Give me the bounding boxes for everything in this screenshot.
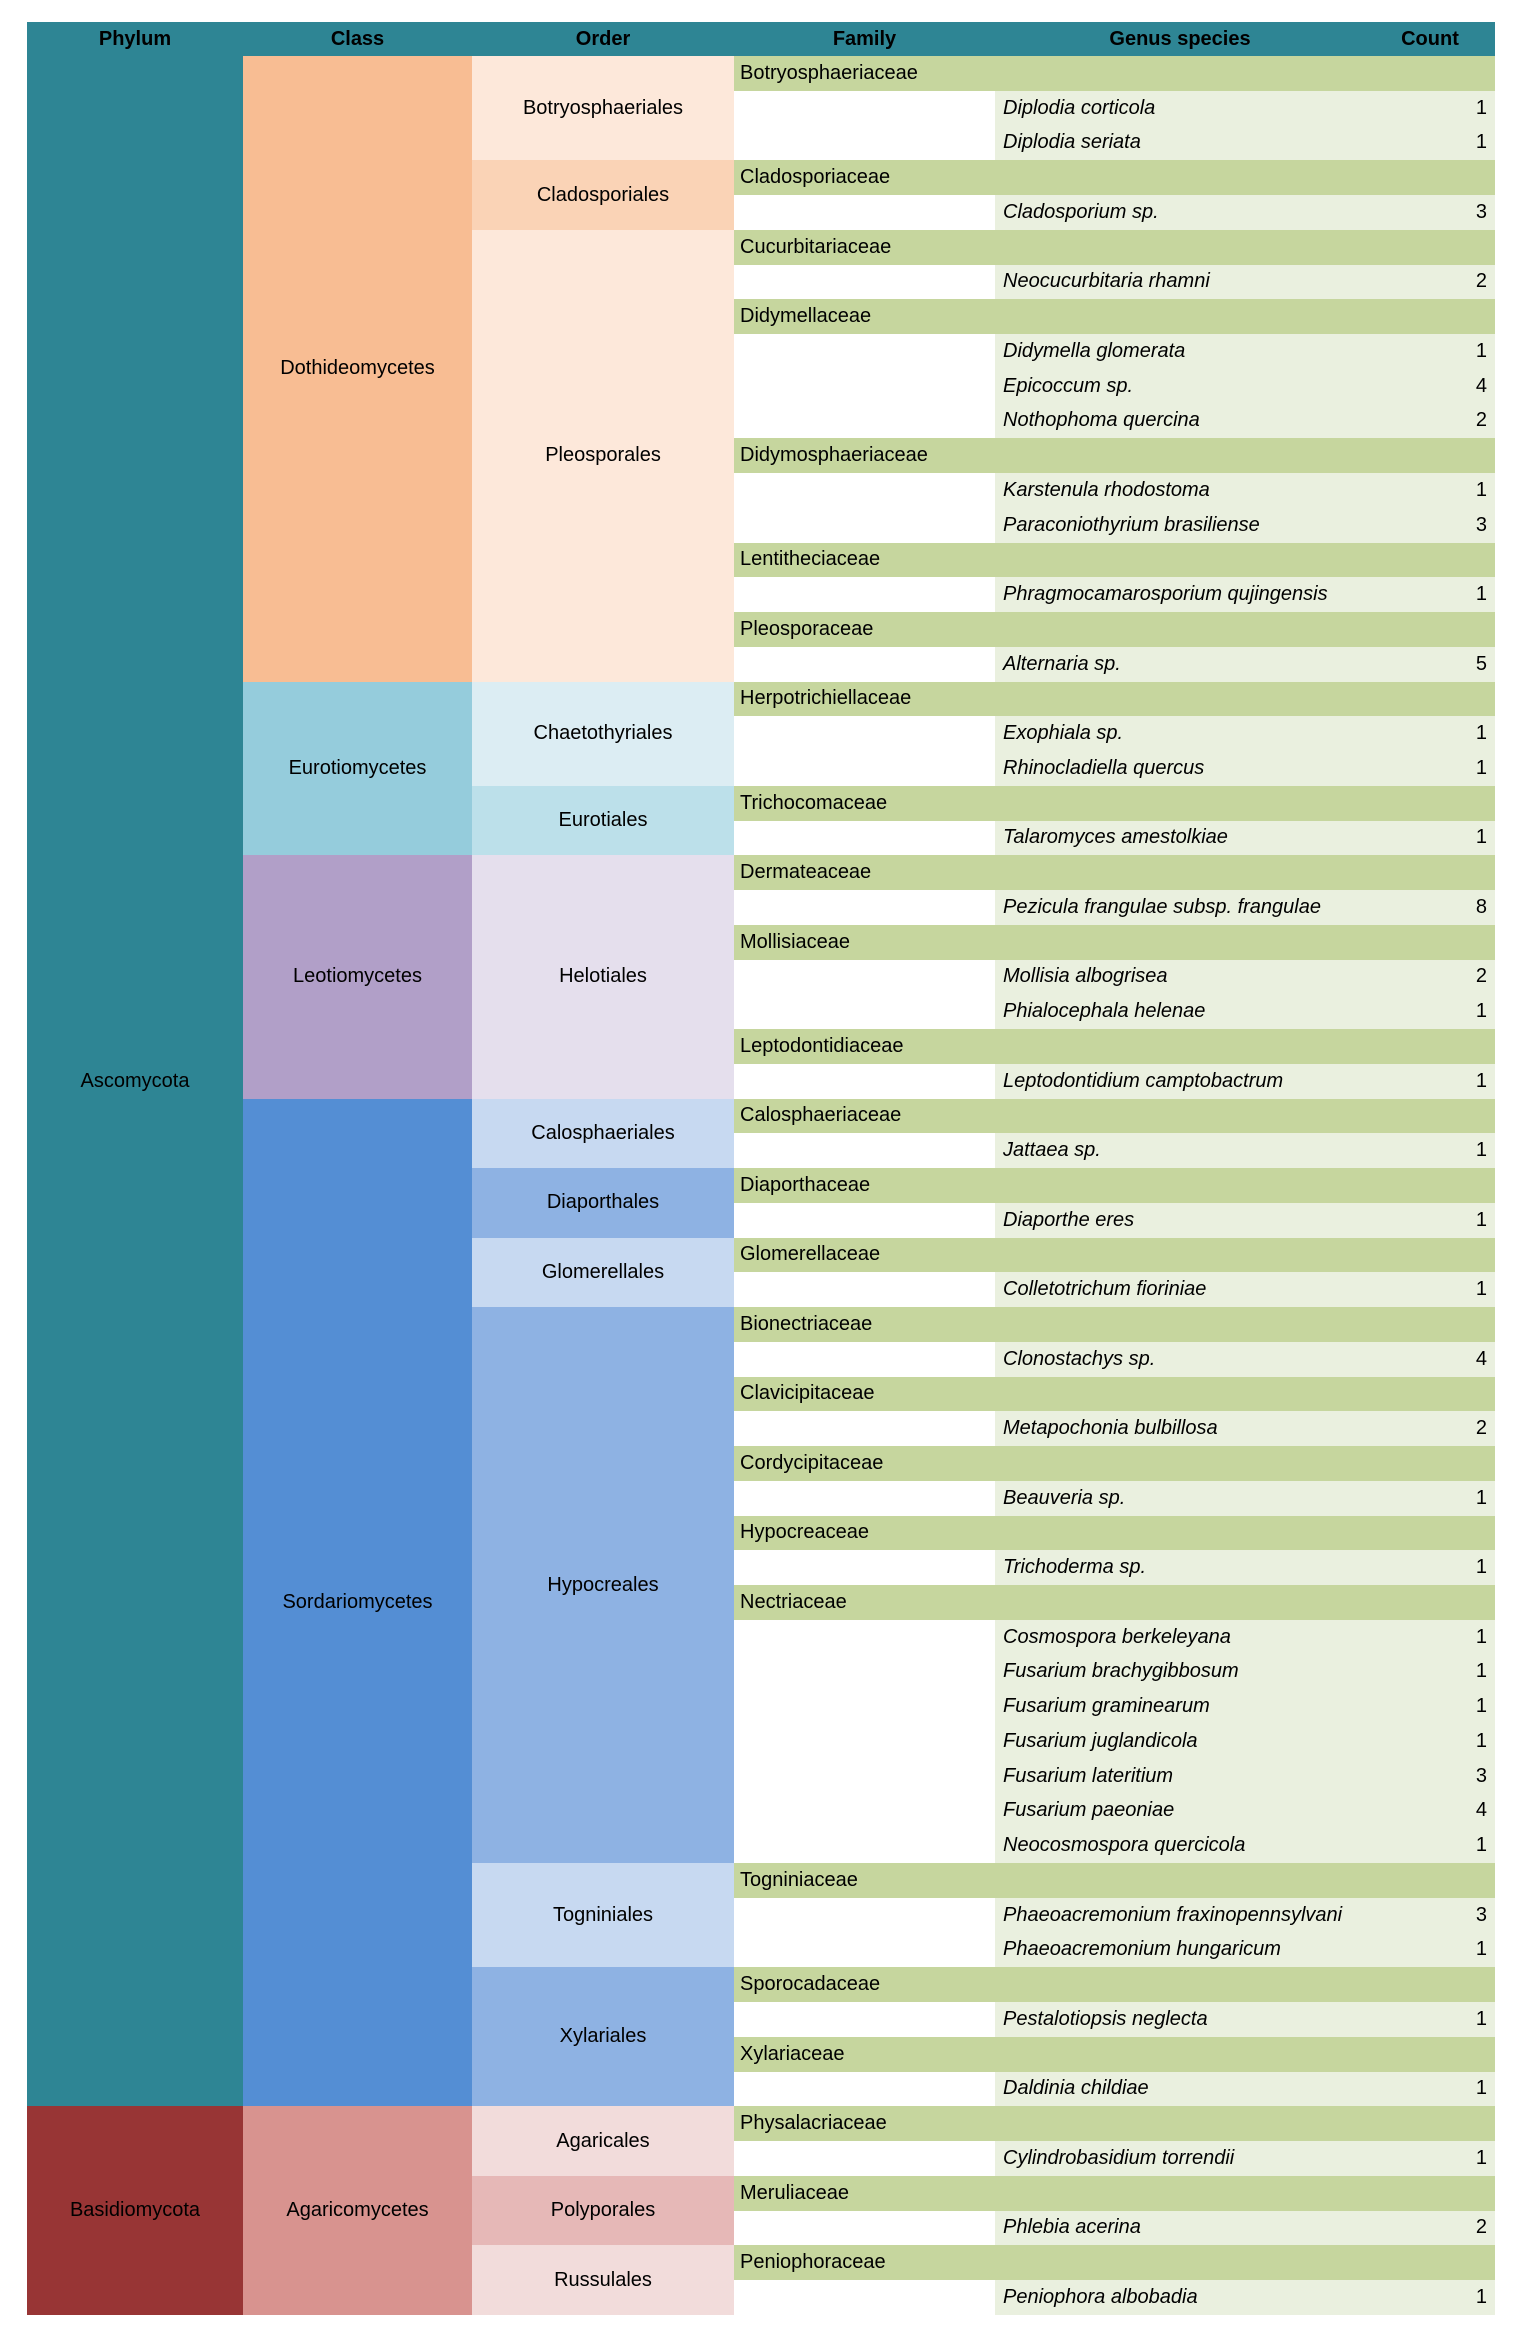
species-count: 1	[1365, 577, 1495, 612]
family-band-fill	[1365, 160, 1495, 195]
family-label: Bionectriaceae	[734, 1307, 995, 1342]
family-band-fill	[1365, 1377, 1495, 1412]
family-label: Cordycipitaceae	[734, 1446, 995, 1481]
species-name: Karstenula rhodostoma	[995, 473, 1365, 508]
family-band-fill	[1365, 2176, 1495, 2211]
family-label: Trichocomaceae	[734, 786, 995, 821]
class-label: Eurotiomycetes	[243, 682, 472, 856]
family-spacer	[734, 1203, 995, 1238]
species-count: 8	[1365, 890, 1495, 925]
family-spacer	[734, 1898, 995, 1933]
family-spacer	[734, 960, 995, 995]
order-label: Glomerellales	[472, 1238, 734, 1308]
family-spacer	[734, 1689, 995, 1724]
family-spacer	[734, 1655, 995, 1690]
species-count: 2	[1365, 265, 1495, 300]
family-spacer	[734, 508, 995, 543]
species-count: 3	[1365, 508, 1495, 543]
species-name: Cladosporium sp.	[995, 195, 1365, 230]
class-label: Leotiomycetes	[243, 855, 472, 1098]
family-band-fill	[995, 438, 1365, 473]
species-count: 1	[1365, 1655, 1495, 1690]
order-label: Eurotiales	[472, 786, 734, 856]
family-label: Xylariaceae	[734, 2037, 995, 2072]
species-count: 1	[1365, 2002, 1495, 2037]
family-band-fill	[1365, 230, 1495, 265]
family-band-fill	[1365, 1446, 1495, 1481]
family-band-fill	[995, 1516, 1365, 1551]
species-count: 5	[1365, 647, 1495, 682]
family-band-fill	[995, 1099, 1365, 1134]
species-name: Neocucurbitaria rhamni	[995, 265, 1365, 300]
species-count: 1	[1365, 1933, 1495, 1968]
family-band-fill	[1365, 1238, 1495, 1273]
species-count: 1	[1365, 716, 1495, 751]
family-label: Peniophoraceae	[734, 2245, 995, 2280]
family-spacer	[734, 1342, 995, 1377]
species-count: 3	[1365, 1898, 1495, 1933]
family-spacer	[734, 2211, 995, 2246]
species-name: Didymella glomerata	[995, 334, 1365, 369]
order-label: Chaetothyriales	[472, 682, 734, 786]
family-band-fill	[1365, 1967, 1495, 2002]
species-count: 1	[1365, 126, 1495, 161]
family-band-fill	[995, 1863, 1365, 1898]
species-count: 1	[1365, 2072, 1495, 2107]
species-name: Phialocephala helenae	[995, 994, 1365, 1029]
species-name: Phaeoacremonium hungaricum	[995, 1933, 1365, 1968]
family-spacer	[734, 1411, 995, 1446]
family-spacer	[734, 91, 995, 126]
species-count: 1	[1365, 821, 1495, 856]
species-count: 4	[1365, 369, 1495, 404]
family-spacer	[734, 716, 995, 751]
family-label: Physalacriaceae	[734, 2106, 995, 2141]
family-band-fill	[1365, 2245, 1495, 2280]
order-label: Pleosporales	[472, 230, 734, 682]
family-label: Nectriaceae	[734, 1585, 995, 1620]
species-count: 1	[1365, 994, 1495, 1029]
header-genus-species: Genus species	[995, 22, 1365, 56]
family-band-fill	[995, 1967, 1365, 2002]
species-name: Phaeoacremonium fraxinopennsylvani	[995, 1898, 1365, 1933]
species-count: 4	[1365, 1794, 1495, 1829]
order-label: Xylariales	[472, 1967, 734, 2106]
species-count: 2	[1365, 2211, 1495, 2246]
order-label: Russulales	[472, 2245, 734, 2315]
family-label: Diaporthaceae	[734, 1168, 995, 1203]
species-name: Peniophora albobadia	[995, 2280, 1365, 2315]
family-band-fill	[1365, 299, 1495, 334]
family-label: Lentitheciaceae	[734, 543, 995, 578]
family-band-fill	[995, 1029, 1365, 1064]
family-label: Clavicipitaceae	[734, 1377, 995, 1412]
family-label: Hypocreaceae	[734, 1516, 995, 1551]
family-spacer	[734, 1272, 995, 1307]
family-band-fill	[995, 299, 1365, 334]
family-spacer	[734, 2280, 995, 2315]
species-name: Alternaria sp.	[995, 647, 1365, 682]
class-label: Agaricomycetes	[243, 2106, 472, 2315]
species-count: 1	[1365, 2141, 1495, 2176]
family-band-fill	[1365, 1863, 1495, 1898]
family-band-fill	[995, 230, 1365, 265]
class-label: Dothideomycetes	[243, 56, 472, 682]
species-name: Diaporthe eres	[995, 1203, 1365, 1238]
species-name: Diplodia seriata	[995, 126, 1365, 161]
family-label: Calosphaeriaceae	[734, 1099, 995, 1134]
order-label: Polyporales	[472, 2176, 734, 2246]
phylum-label: Basidiomycota	[27, 2106, 243, 2315]
species-name: Neocosmospora quercicola	[995, 1828, 1365, 1863]
species-name: Talaromyces amestolkiae	[995, 821, 1365, 856]
order-label: Agaricales	[472, 2106, 734, 2176]
species-name: Daldinia childiae	[995, 2072, 1365, 2107]
family-spacer	[734, 1620, 995, 1655]
species-name: Beauveria sp.	[995, 1481, 1365, 1516]
species-name: Rhinocladiella quercus	[995, 751, 1365, 786]
species-count: 1	[1365, 751, 1495, 786]
family-band-fill	[1365, 1585, 1495, 1620]
family-label: Meruliaceae	[734, 2176, 995, 2211]
family-spacer	[734, 1828, 995, 1863]
species-name: Trichoderma sp.	[995, 1550, 1365, 1585]
header-family: Family	[734, 22, 995, 56]
species-count: 1	[1365, 1689, 1495, 1724]
family-spacer	[734, 334, 995, 369]
header-order: Order	[472, 22, 734, 56]
family-spacer	[734, 473, 995, 508]
family-spacer	[734, 1064, 995, 1099]
species-count: 1	[1365, 91, 1495, 126]
order-label: Cladosporiales	[472, 160, 734, 230]
family-spacer	[734, 890, 995, 925]
species-name: Exophiala sp.	[995, 716, 1365, 751]
family-label: Herpotrichiellaceae	[734, 682, 995, 717]
family-band-fill	[995, 855, 1365, 890]
species-name: Paraconiothyrium brasiliense	[995, 508, 1365, 543]
family-band-fill	[1365, 1099, 1495, 1134]
family-band-fill	[1365, 543, 1495, 578]
species-name: Pezicula frangulae subsp. frangulae	[995, 890, 1365, 925]
species-name: Diplodia corticola	[995, 91, 1365, 126]
order-label: Botryosphaeriales	[472, 56, 734, 160]
family-spacer	[734, 751, 995, 786]
family-band-fill	[995, 2106, 1365, 2141]
phylum-label: Ascomycota	[27, 56, 243, 2106]
species-count: 2	[1365, 1411, 1495, 1446]
family-spacer	[734, 821, 995, 856]
family-band-fill	[995, 1446, 1365, 1481]
family-label: Leptodontidiaceae	[734, 1029, 995, 1064]
species-count: 1	[1365, 2280, 1495, 2315]
species-count: 2	[1365, 960, 1495, 995]
family-spacer	[734, 1759, 995, 1794]
family-band-fill	[995, 543, 1365, 578]
family-spacer	[734, 2141, 995, 2176]
species-count: 1	[1365, 1272, 1495, 1307]
species-count: 1	[1365, 1133, 1495, 1168]
species-name: Cylindrobasidium torrendii	[995, 2141, 1365, 2176]
family-label: Didymosphaeriaceae	[734, 438, 995, 473]
family-label: Togniniaceae	[734, 1863, 995, 1898]
family-band-fill	[1365, 855, 1495, 890]
family-band-fill	[995, 1168, 1365, 1203]
family-label: Cucurbitariaceae	[734, 230, 995, 265]
species-name: Fusarium lateritium	[995, 1759, 1365, 1794]
family-spacer	[734, 404, 995, 439]
species-name: Fusarium brachygibbosum	[995, 1655, 1365, 1690]
species-name: Phlebia acerina	[995, 2211, 1365, 2246]
family-band-fill	[995, 1307, 1365, 1342]
order-label: Helotiales	[472, 855, 734, 1098]
family-band-fill	[995, 2245, 1365, 2280]
family-band-fill	[1365, 786, 1495, 821]
species-name: Cosmospora berkeleyana	[995, 1620, 1365, 1655]
family-spacer	[734, 1550, 995, 1585]
order-label: Togniniales	[472, 1863, 734, 1967]
family-band-fill	[995, 612, 1365, 647]
species-count: 1	[1365, 1828, 1495, 1863]
family-spacer	[734, 577, 995, 612]
species-count: 3	[1365, 195, 1495, 230]
species-name: Metapochonia bulbillosa	[995, 1411, 1365, 1446]
family-band-fill	[1365, 925, 1495, 960]
order-label: Hypocreales	[472, 1307, 734, 1863]
header-phylum: Phylum	[27, 22, 243, 56]
family-band-fill	[995, 160, 1365, 195]
species-count: 1	[1365, 1724, 1495, 1759]
species-count: 1	[1365, 1550, 1495, 1585]
species-count: 1	[1365, 1064, 1495, 1099]
family-band-fill	[995, 2037, 1365, 2072]
family-label: Sporocadaceae	[734, 1967, 995, 2002]
family-label: Dermateaceae	[734, 855, 995, 890]
family-spacer	[734, 1133, 995, 1168]
family-spacer	[734, 369, 995, 404]
species-name: Phragmocamarosporium qujingensis	[995, 577, 1365, 612]
family-band-fill	[995, 1377, 1365, 1412]
species-count: 1	[1365, 334, 1495, 369]
family-spacer	[734, 126, 995, 161]
family-band-fill	[1365, 2037, 1495, 2072]
species-name: Fusarium juglandicola	[995, 1724, 1365, 1759]
family-spacer	[734, 2002, 995, 2037]
species-name: Epicoccum sp.	[995, 369, 1365, 404]
species-count: 1	[1365, 1203, 1495, 1238]
species-count: 1	[1365, 1481, 1495, 1516]
class-label: Sordariomycetes	[243, 1099, 472, 2107]
order-label: Calosphaeriales	[472, 1099, 734, 1169]
family-label: Didymellaceae	[734, 299, 995, 334]
family-spacer	[734, 1724, 995, 1759]
family-band-fill	[1365, 1029, 1495, 1064]
family-spacer	[734, 1481, 995, 1516]
species-name: Colletotrichum fioriniae	[995, 1272, 1365, 1307]
family-label: Cladosporiaceae	[734, 160, 995, 195]
family-spacer	[734, 265, 995, 300]
family-label: Pleosporaceae	[734, 612, 995, 647]
family-band-fill	[1365, 438, 1495, 473]
family-band-fill	[1365, 612, 1495, 647]
family-label: Botryosphaeriaceae	[734, 56, 995, 91]
header-class: Class	[243, 22, 472, 56]
family-band-fill	[1365, 1168, 1495, 1203]
species-name: Fusarium paeoniae	[995, 1794, 1365, 1829]
species-name: Nothophoma quercina	[995, 404, 1365, 439]
taxonomy-table	[27, 22, 1495, 2320]
family-spacer	[734, 994, 995, 1029]
species-count: 3	[1365, 1759, 1495, 1794]
species-name: Clonostachys sp.	[995, 1342, 1365, 1377]
header-count: Count	[1365, 22, 1495, 56]
family-spacer	[734, 195, 995, 230]
species-count: 1	[1365, 1620, 1495, 1655]
species-count: 4	[1365, 1342, 1495, 1377]
family-band-fill	[995, 1238, 1365, 1273]
species-name: Mollisia albogrisea	[995, 960, 1365, 995]
family-band-fill	[995, 2176, 1365, 2211]
species-name: Leptodontidium camptobactrum	[995, 1064, 1365, 1099]
species-name: Jattaea sp.	[995, 1133, 1365, 1168]
family-spacer	[734, 647, 995, 682]
species-count: 2	[1365, 404, 1495, 439]
family-band-fill	[995, 786, 1365, 821]
family-band-fill	[995, 56, 1365, 91]
family-band-fill	[1365, 56, 1495, 91]
family-band-fill	[995, 682, 1365, 717]
family-spacer	[734, 1933, 995, 1968]
family-label: Glomerellaceae	[734, 1238, 995, 1273]
family-label: Mollisiaceae	[734, 925, 995, 960]
species-count: 1	[1365, 473, 1495, 508]
family-band-fill	[995, 1585, 1365, 1620]
species-name: Pestalotiopsis neglecta	[995, 2002, 1365, 2037]
family-band-fill	[1365, 1516, 1495, 1551]
order-label: Diaporthales	[472, 1168, 734, 1238]
family-band-fill	[995, 925, 1365, 960]
family-spacer	[734, 1794, 995, 1829]
family-band-fill	[1365, 682, 1495, 717]
family-band-fill	[1365, 1307, 1495, 1342]
family-band-fill	[1365, 2106, 1495, 2141]
species-name: Fusarium graminearum	[995, 1689, 1365, 1724]
family-spacer	[734, 2072, 995, 2107]
